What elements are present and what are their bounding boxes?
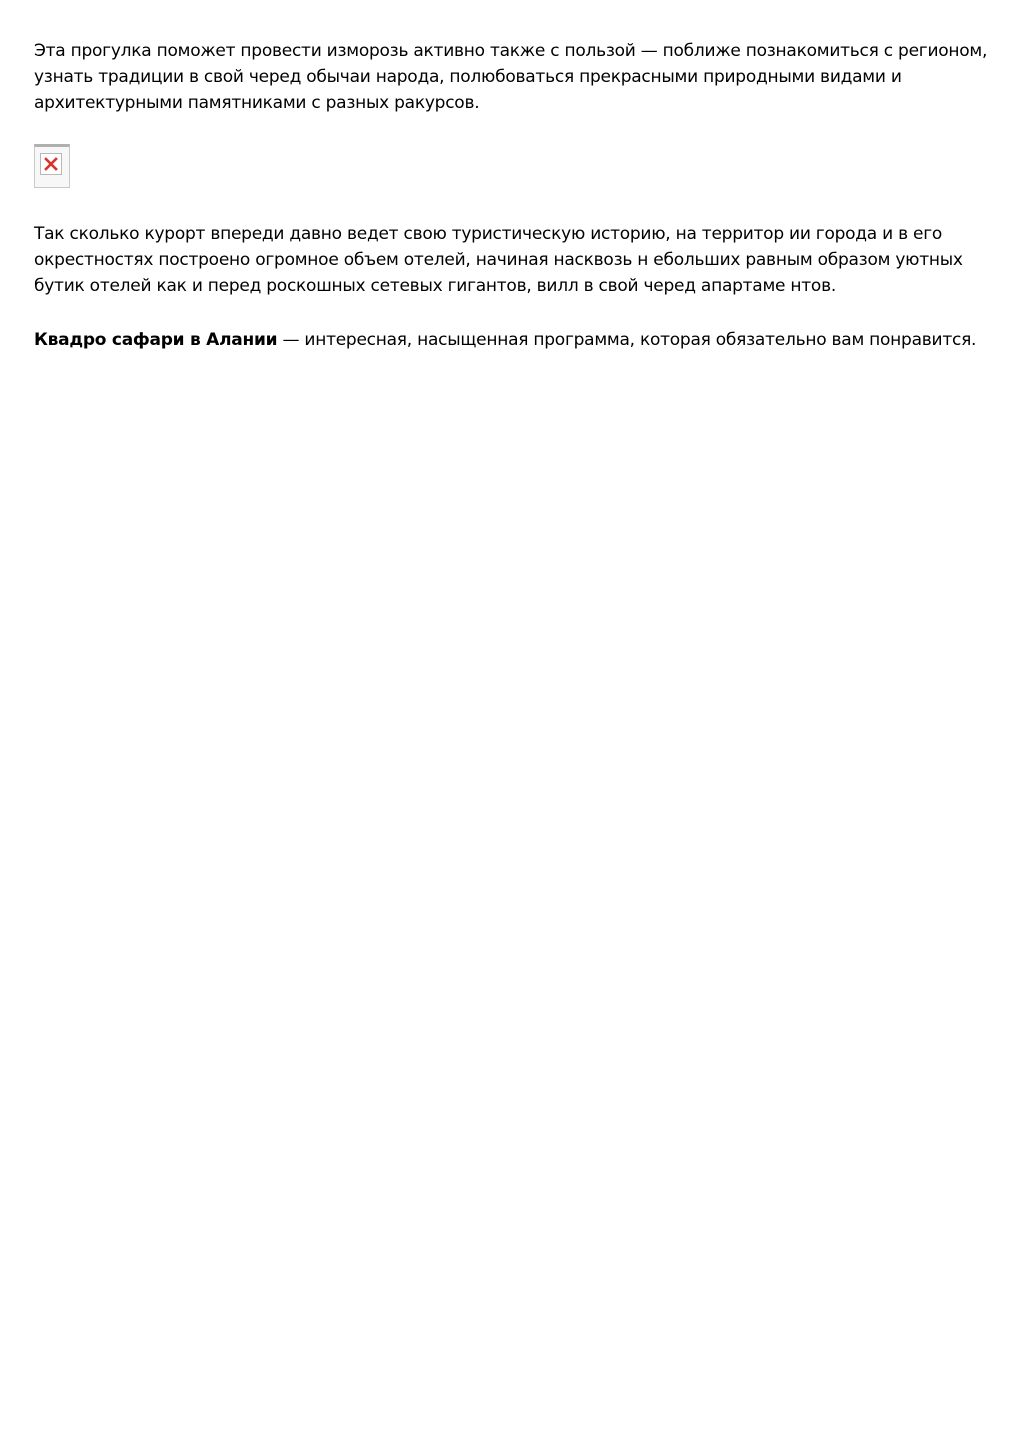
closing-paragraph [34,327,994,353]
hotels-paragraph: Так сколько курорт впереди давно ведет свою туристическую историю, на территор ии города и в его окрестностях построено огромное объем отелей, начиная насквозь н ебольших равным образом уютных бутик отелей как и перед роскошных сетевых гигантов, вилл в свой черед апартаме нтов. [34,224,963,296]
document-body [34,38,994,353]
intro-paragraph: Эта прогулка поможет провести изморозь активно также с пользой — поближе познакомиться с регионом, узнать традиции в свой черед обычаи народа, полюбоваться прекрасными природными видами и архитектурными памятниками с разных ракурсов. [34,41,988,113]
closing-paragraph-bold: Квадро сафари в Алании [34,330,278,350]
red-x-icon [44,157,58,171]
closing-paragraph-text: — интересная, насыщенная программа, которая обязательно вам понравится. [277,330,977,350]
broken-image-placeholder [34,144,70,188]
broken-image-icon [40,153,62,175]
